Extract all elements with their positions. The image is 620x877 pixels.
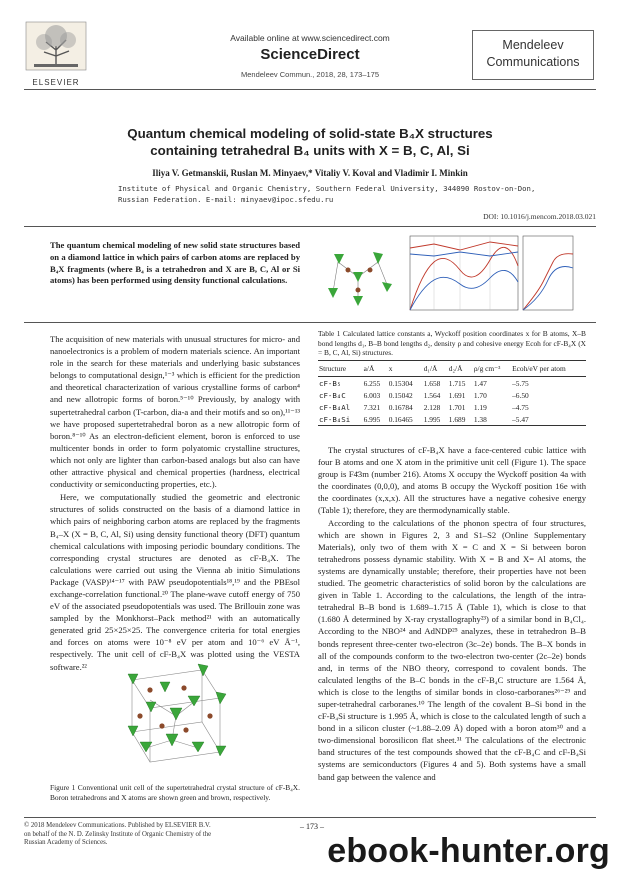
table-cell: cF-B₄Al — [319, 402, 351, 412]
table-cell: 1.47 — [473, 378, 487, 388]
publisher-name: ELSEVIER — [32, 78, 80, 87]
table-1 — [318, 360, 586, 426]
table-cell: 6.003 — [363, 390, 381, 400]
table-cell: 0.16465 — [388, 414, 413, 424]
figure-1 — [120, 660, 230, 770]
table-cell: 6.995 — [363, 414, 381, 424]
unit-cell-image — [120, 660, 230, 770]
graphical-abstract — [318, 232, 578, 316]
journal-name-line1: Mendeleev — [502, 38, 564, 52]
ga-crystal-image — [328, 252, 392, 306]
table-cell: 1.70 — [473, 390, 487, 400]
table-cell: 1.689 — [448, 414, 466, 424]
citation: Mendeleev Commun., 2018, 28, 173–175 — [240, 70, 379, 79]
paragraph: According to the calculations of the phonon spectra of four structures, which are shown in Figures 2, 3 and S1–S2 (Online Supplementary Materials), only two of them with X = C and X = Si between boron tetrahedrons possess dynamic stability. With X = B and X= Al atoms, the systems are dynamically unstable; therefore, their properties have not been studied. The geometric characteristics of solid boron by the calculations are given in Table 1. According to the calculations, the length of the intra-tetrahedral B–B bond is 1.689–1.715 Å (Table 1), which is close to that (1.680 Å determined by X-ray crystallography²³) of a similar bond in B₄Cl₄. According to the NBO²⁴ and AdNDP²⁵ analyzes, these in tetrahedron B–B bonds represent three-center two-electron (3c–2e) bonds. The B–X bonds in all of the compounds conform to the two-electron two-center (2c–2e) bonds and, in terms of the NBO theory, correspond to covalent bonds. The calculated lengths of the B–C bonds in the cF-B₄C structure are 1.564 Å, which is close to the lengths of similar bonds in closo-carboranes²⁶⁻²⁹ and super-tetrahedral carboranes.¹⁰ The length of the covalent B–Si bond in the cF-B₄Si structure is 1.995 Å, which is close to the calculated length of such a bond in a silicon cluster (~1.88–2.09 Å) doped with a boron atom³⁰ and a two-dimensional borosilicon flat sheet.³¹ The calculations of the electronic band structures of the test compounds showed that the cF-B₄C and cF-B₄Si systems are semiconductors (Figures 4 and 5). Both systems have a small band gap between the valence and — [318, 517, 586, 782]
table-header-row — [318, 361, 586, 377]
figure-1-caption: Figure 1 Conventional unit cell of the supertetrahedral crystal structure of cF-B₄X. Boron tetrahedrons and X atoms are shown green and brown, respectively. — [50, 783, 300, 802]
table-cell: 1.995 — [423, 414, 441, 424]
abstract: The quantum chemical modeling of new solid state structures based on a diamond lattice in which pairs of carbon atoms are replaced by B₄X fragments (where B₄ is a tetrahedron and X are B, C, Al or Si atoms) has been performed using density functional calculations. — [50, 240, 300, 286]
table-row — [318, 401, 586, 413]
table-cell: 0.15042 — [388, 390, 413, 400]
table-cell: cF-B₄C — [319, 390, 346, 400]
doi[interactable]: DOI: 10.1016/j.mencom.2018.03.021 — [483, 212, 596, 221]
table-header-cell: ρ/g cm⁻³ — [473, 364, 501, 373]
abstract-top-rule — [24, 226, 596, 227]
table-header-cell: a/Å — [363, 364, 375, 373]
paragraph: The crystal structures of cF-B₄X have a face-centered cubic lattice with four B atoms and one X atom in the primitive unit cell (Figure 1). The space group is F4̄3m (number 216). Atoms X occupy the Wyckoff position 4a with the coordinates (0,0,0), and atoms B occupy the Wyckoff position 16e with the coordinates (x,x,x). All the structures have a negative cohesive energy (Table 1); therefore, they are thermodynamically stable. — [318, 445, 586, 516]
affiliation-line1: Institute of Physical and Organic Chemistry, Southern Federal University, 344090 Rostov-on-Don, — [118, 184, 536, 193]
copyright-line3: Russian Academy of Sciences. — [24, 839, 108, 847]
table-header-cell: Structure — [319, 364, 347, 373]
table-body — [318, 377, 586, 426]
table-cell: cF-B₄Si — [319, 414, 351, 424]
affiliation-line2: Russian Federation. E-mail: minyaev@ipoc.sfedu.ru — [118, 194, 334, 204]
table-cell: 2.128 — [423, 402, 441, 412]
table-cell: –5.75 — [512, 378, 529, 388]
table-cell: –6.50 — [512, 390, 529, 400]
paragraph: Here, we computationally studied the geometric and electronic structures of solids constructed on the basis of a diamond lattice in which pairs of neighboring carbon atoms are replaced by the fragments B₄–X (X = B, C, Al, Si) using density functional theory (DFT) quantum chemical calculations with imposing periodic boundary conditions. The corresponding crystal structures are denoted as cF-B₄X. The calculations were carried out using the Vienna ab initio Simulations Package (VASP)¹⁴⁻¹⁷ with PAW pseudopotentials¹⁸,¹⁹ and the PBEsol exchange-correlation functional.²⁰ The plane-wave cutoff energy of 750 eV of the associated pseudopotentials was used. The Brillouin zone was sampled by the Monkhorst–Pack method²¹ with an automatically generated grid 25×25×25. The convergence criteria for total energies and forces on atoms were 10⁻⁸ eV per atom and 10⁻⁶ eV Å⁻¹, respectively. The unit cell of cF-B₄X was plotted using the VESTA software.²² — [50, 492, 300, 672]
body-right-column — [318, 444, 586, 783]
table-cell: 1.715 — [448, 378, 466, 388]
sciencedirect-brand: ScienceDirect — [260, 46, 360, 63]
journal-name-line2: Communications — [486, 55, 580, 69]
footer-rule — [24, 817, 596, 818]
copyright-line1: © 2018 Mendeleev Communications. Published by ELSEVIER B.V. — [24, 822, 211, 829]
table-cell: 1.19 — [473, 402, 487, 412]
table-cell: 6.255 — [363, 378, 381, 388]
copyright-line2: on behalf of the N. D. Zelinsky Institute of Organic Chemistry of the — [24, 830, 212, 838]
ga-phonon-plot — [410, 236, 573, 310]
paragraph: The acquisition of new materials with unusual structures for micro- and nanoelectronics is a problem of modern materials science. An important role in the search for these materials and underlying basic substances belongs to computational design,¹⁻³ which is efficient for the prediction and theoretical characterization of various crystalline forms of carbon⁴ and new allotropic forms of boron.⁵⁻¹⁰ Previously, by analogy with supertetrahedral carbon (T-carbon, dia-a and their motifs and so on),¹¹⁻¹³ we have proposed supertetrahedral boron as a new allotropic form of boron.⁸⁻¹⁰ As an electron-deficient element, boron is enforced to use multicenter bonds in order to form polyatomic crystalline structures, which not only are lighter than carbon-based analogs but also can have other attractive physical and chemical properties (hardness, electrical conductivity or semiconducting properties, etc.). — [50, 334, 300, 490]
table-header-cell: x — [388, 364, 393, 373]
header-rule — [24, 89, 596, 90]
abstract-bottom-rule — [24, 322, 596, 323]
table-cell: 0.15304 — [388, 378, 413, 388]
journal-box — [472, 30, 594, 80]
watermark: ebook-hunter.org — [327, 832, 610, 870]
table-cell: 0.16784 — [388, 402, 413, 412]
table-1-caption: Table 1 Calculated lattice constants a, Wyckoff position coordinates x for B atoms, X–B bond lengths d₁, B–B bond lengths d₂, density ρ and cohesive energy Ecoh for cF-B₄X (X = B, C, Al, Si) structures. — [318, 329, 586, 358]
table-cell: –5.47 — [512, 414, 529, 424]
table-header-cell: d₂/Å — [448, 364, 463, 373]
publisher-logo — [24, 20, 88, 87]
table-header-cell: d₁/Å — [423, 364, 438, 373]
table-header-cell: Ecoh/eV per atom — [512, 364, 566, 373]
body-left-column — [50, 333, 300, 673]
page-number: – 173 – — [300, 822, 324, 831]
table-cell: cF-B₅ — [319, 378, 342, 388]
sciencedirect-link[interactable]: www.sciencedirect.com — [301, 33, 390, 43]
article-title — [24, 125, 596, 159]
table-row — [318, 377, 586, 390]
title-line2: containing tetrahedral B₄ units with X = B, C, Al, Si — [150, 143, 470, 158]
affiliation — [118, 184, 588, 205]
table-cell: 1.658 — [423, 378, 441, 388]
table-cell: 7.321 — [363, 402, 381, 412]
elsevier-tree-icon — [24, 20, 88, 72]
table-cell: 1.691 — [448, 390, 466, 400]
table-cell: 1.38 — [473, 414, 487, 424]
table-cell: 1.564 — [423, 390, 441, 400]
table-row — [318, 413, 586, 426]
available-online — [200, 33, 420, 43]
available-online-label: Available online at — [230, 33, 302, 43]
table-cell: 1.701 — [448, 402, 466, 412]
table-row — [318, 389, 586, 401]
author-list: Iliya V. Getmanskii, Ruslan M. Minyaev,* Vitaliy V. Koval and Vladimir I. Minkin — [152, 168, 468, 178]
title-line1: Quantum chemical modeling of solid-state B₄X structures — [127, 126, 493, 141]
table-cell: –4.75 — [512, 402, 529, 412]
